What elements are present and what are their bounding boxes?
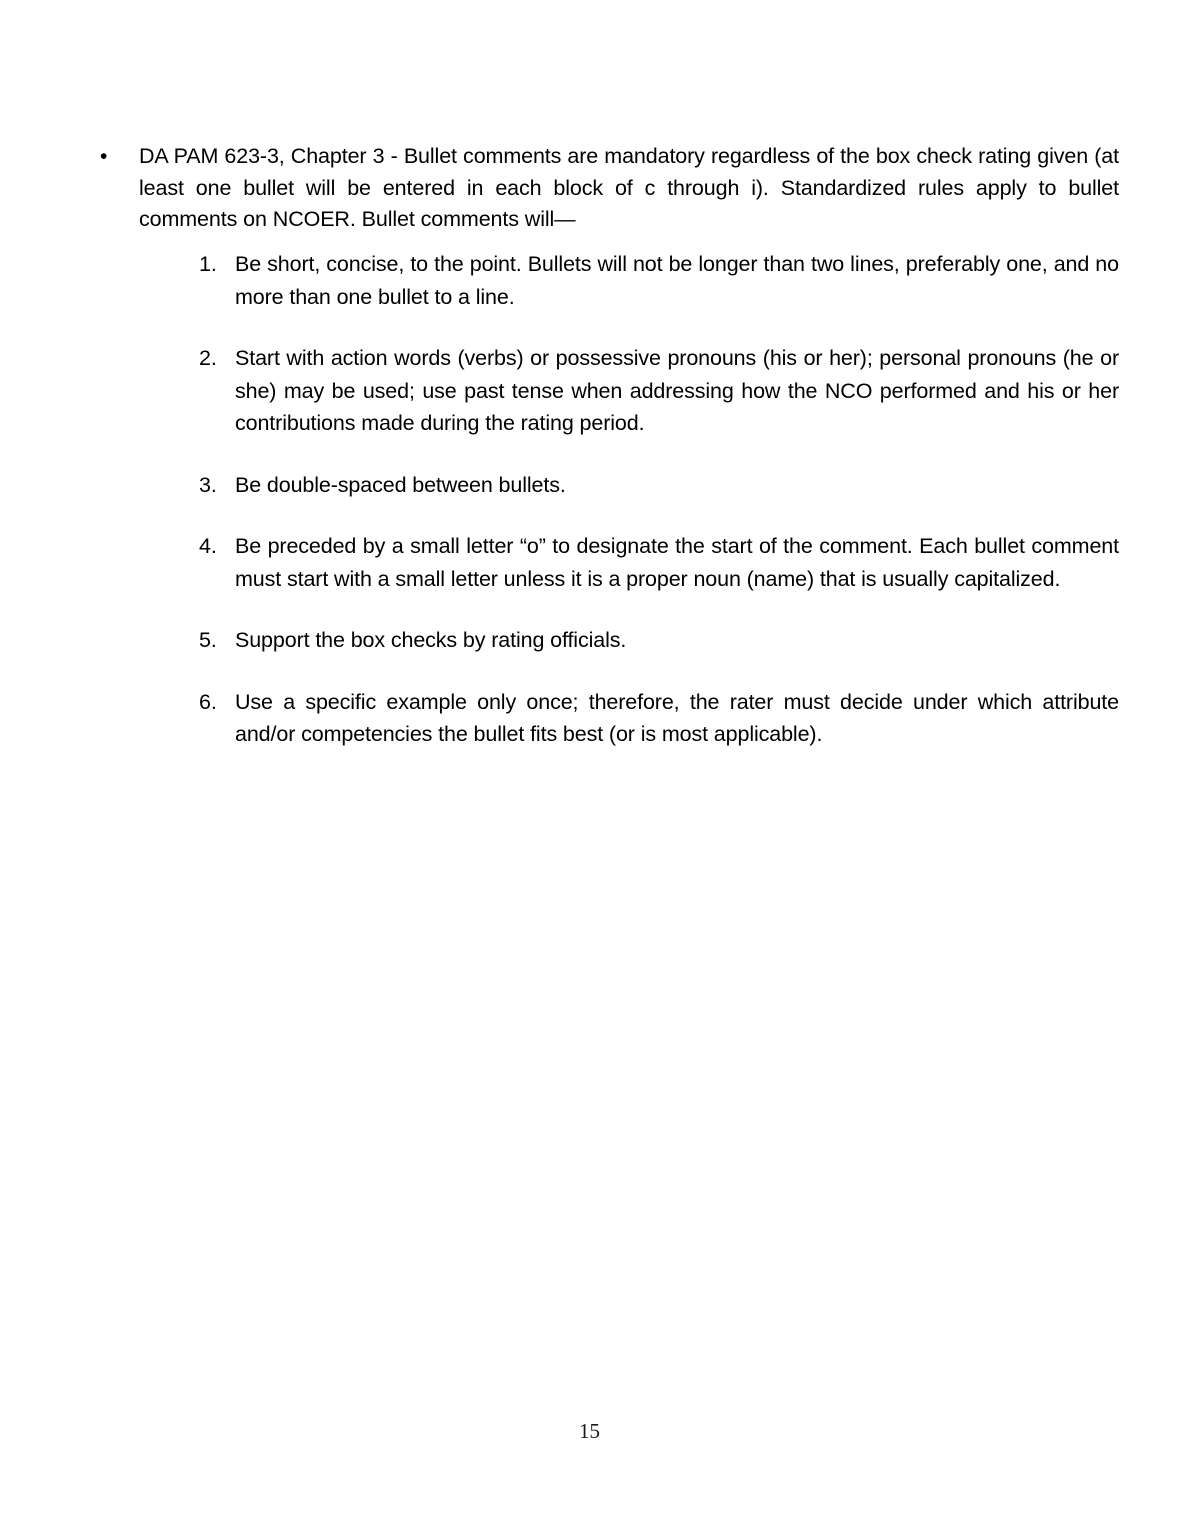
list-item-text: Be double-spaced between bullets. — [235, 472, 566, 497]
list-item-marker: 3. — [199, 472, 217, 497]
list-item — [199, 342, 1119, 440]
bullet-paragraph-text: DA PAM 623-3, Chapter 3 - Bullet comments are mandatory regardless of the box check rating given (at least one bullet will be entered in each block of c through i). Standardized rules apply to bullet comments on NCOER. Bullet comments will— — [139, 144, 1119, 231]
list-item-text: Support the box checks by rating officials. — [235, 628, 627, 652]
list-item — [199, 686, 1119, 751]
list-item-marker: 6. — [199, 689, 217, 714]
page-number-value: 15 — [579, 1419, 600, 1443]
list-item-marker: 5. — [199, 628, 217, 652]
list-item-text: Be short, concise, to the point. Bullets will not be longer than two lines, preferably one, and no more than one bullet to a line. — [235, 252, 1119, 309]
bullet-point-icon: • — [100, 145, 108, 168]
list-item — [199, 530, 1119, 595]
list-item-text: Be preceded by a small letter “o” to designate the start of the comment. Each bullet comment must start with a small letter unless it is a proper noun (name) that is usually capitalized. — [235, 534, 1119, 591]
list-item — [199, 248, 1119, 313]
page-number-footer — [0, 1418, 1187, 1444]
list-item-marker: 1. — [199, 252, 217, 276]
list-item — [199, 469, 1119, 502]
list-item-marker: 4. — [199, 534, 217, 558]
numbered-list — [199, 248, 1119, 751]
list-item — [199, 624, 1119, 657]
list-item-text: Start with action words (verbs) or possessive pronouns (his or her); personal pronouns (he or she) may be used; use past tense when addressing how the NCO performed and his or her contributions made during the rating period. — [235, 346, 1119, 435]
list-item-marker: 2. — [199, 346, 217, 370]
bullet-row — [97, 141, 1119, 236]
bullet-paragraph-block — [97, 141, 1119, 236]
list-item-text: Use a specific example only once; therefore, the rater must decide under which attribute and/or competencies the bullet fits best (or is most applicable). — [235, 689, 1119, 746]
